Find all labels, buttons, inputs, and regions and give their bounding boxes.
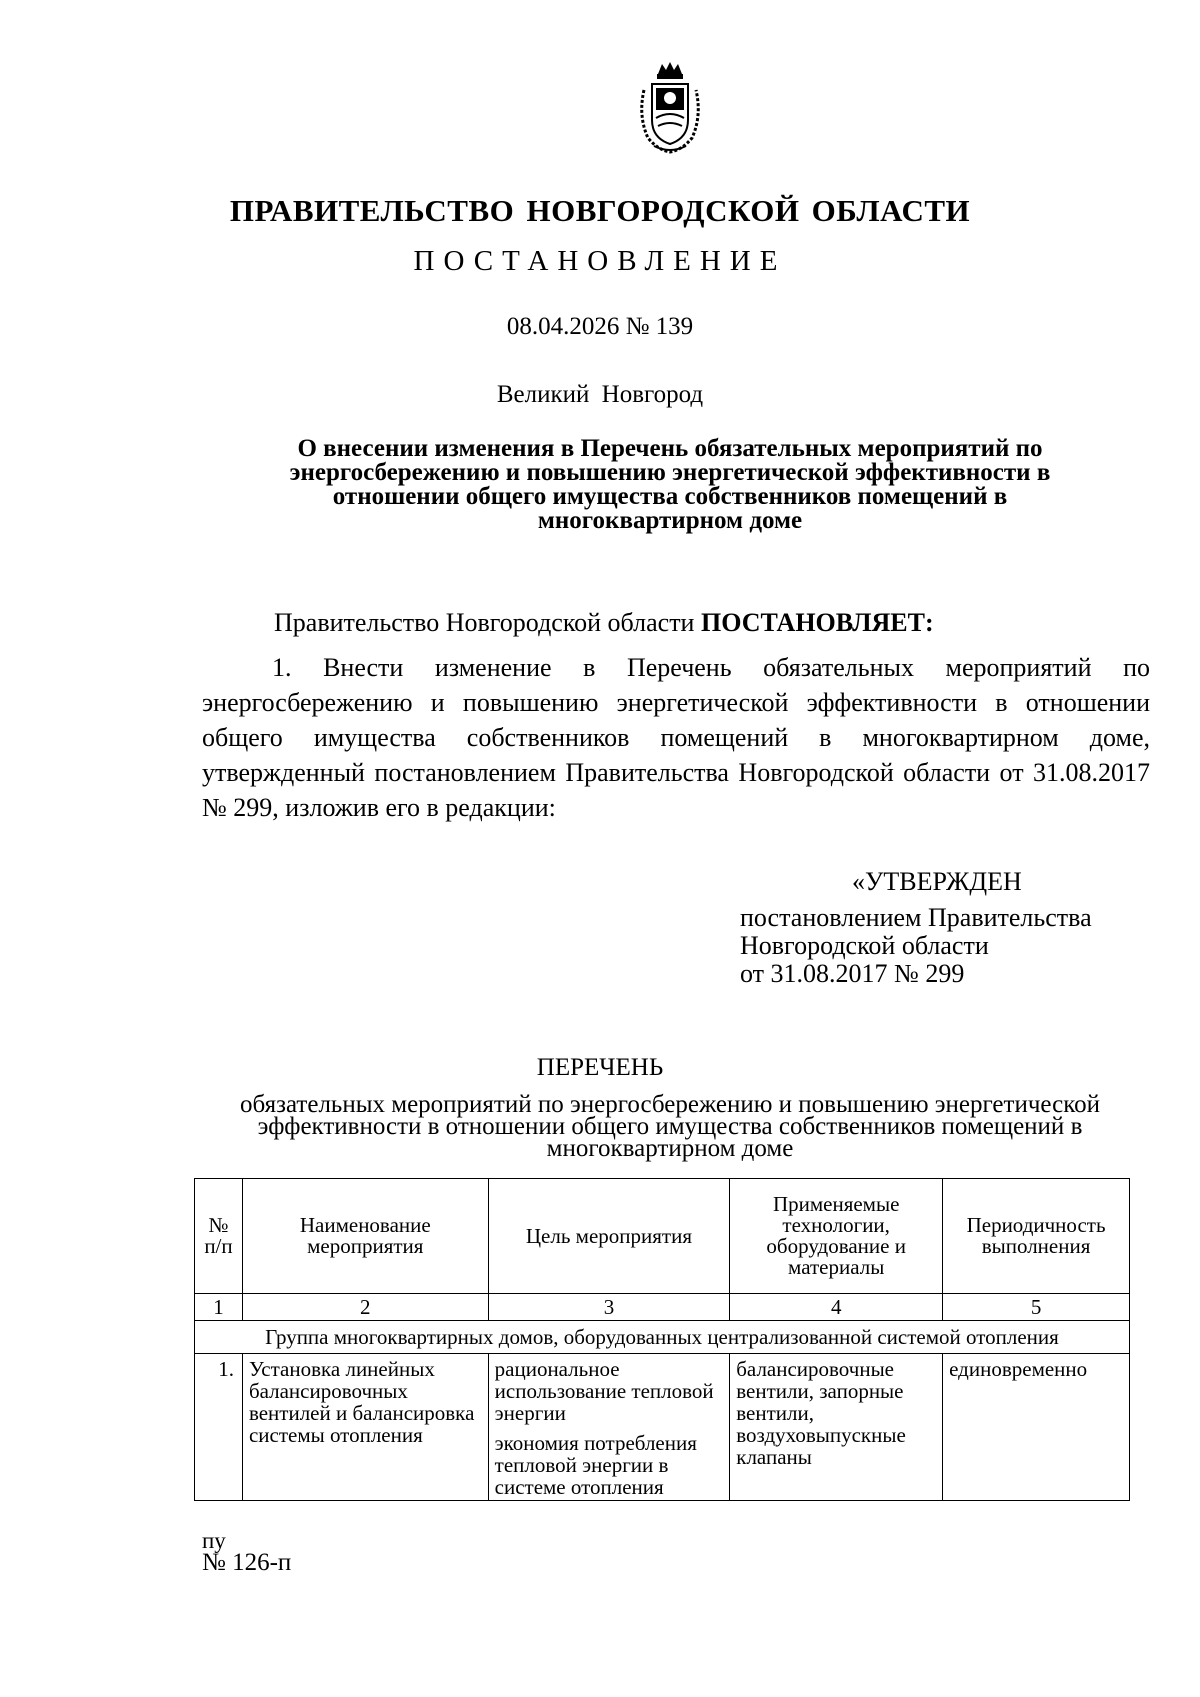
approval-line-1: постановлением Правительства [740, 903, 1092, 932]
column-number: 3 [488, 1294, 730, 1321]
column-number: 2 [242, 1294, 488, 1321]
approval-line-3: от 31.08.2017 № 299 [740, 959, 965, 988]
resolves-keyword: ПОСТАНОВЛЯЕТ: [700, 608, 934, 637]
column-number: 1 [195, 1294, 243, 1321]
footer-code-line-2: № 126-п [202, 1549, 292, 1576]
row-number: 1. [195, 1354, 243, 1501]
column-numbers-row [195, 1294, 1130, 1321]
list-subtitle: обязательных мероприятий по энергосбережению и повышению энергетической эффективности в отношении общего имущества собственников помещений в многоквартирном доме [240, 1091, 1100, 1162]
coat-of-arms-emblem [634, 60, 706, 156]
resolves-line [274, 608, 934, 638]
header-name: Наименование мероприятия [242, 1179, 488, 1294]
group-row [195, 1321, 1130, 1354]
table-row [195, 1354, 1130, 1501]
document-subject: О внесении изменения в Перечень обязательных мероприятий по энергосбережению и повышению энергетической эффективности в отношении общего имущества собственников помещений в многоквартирном доме [289, 435, 1051, 534]
row-goal [488, 1354, 730, 1501]
row-name: Установка линейных балансировочных вентилей и балансировка системы отопления [242, 1354, 488, 1501]
document-type: ПОСТАНОВЛЕНИЕ [413, 245, 787, 277]
row-technology: балансировочные вентили, запорные вентили, воздуховыпускные клапаны [730, 1354, 943, 1501]
footer-code [202, 1530, 291, 1574]
document-date-number: 08.04.2026 № 139 [506, 313, 694, 340]
footer-code-line-1: пу [202, 1528, 226, 1553]
row-goal-1: рациональное использование тепловой энергии [494, 1357, 714, 1425]
row-periodicity: единовременно [943, 1354, 1130, 1501]
resolution-item-1: 1. Внести изменение в Перечень обязательных мероприятий по энергосбережению и повышению энергетической эффективности в отношении общего имущества собственников помещений в многоквартирном доме, утвержденный постановлением Правительства Новгородской области от 31.08.2017 № 299, изложив его в редакции: [202, 653, 1150, 822]
government-title: ПРАВИТЕЛЬСТВО НОВГОРОДСКОЙ ОБЛАСТИ [229, 193, 971, 228]
header-number: № п/п [195, 1179, 243, 1294]
column-number: 5 [943, 1294, 1130, 1321]
table-header-row [195, 1179, 1130, 1294]
approval-block [740, 868, 1092, 988]
header-technology: Применяемые технологии, оборудование и материалы [730, 1179, 943, 1294]
resolves-prefix: Правительство Новгородской области [274, 608, 701, 637]
list-title: ПЕРЕЧЕНЬ [536, 1054, 664, 1081]
header-periodicity: Периодичность выполнения [943, 1179, 1130, 1294]
group-label: Группа многоквартирных домов, оборудованных централизованной системой отопления [195, 1321, 1130, 1354]
header-goal: Цель мероприятия [488, 1179, 730, 1294]
measures-table [194, 1178, 1130, 1501]
approval-head: «УТВЕРЖДЕН [852, 867, 1022, 896]
column-number: 4 [730, 1294, 943, 1321]
row-goal-2: экономия потребления тепловой энергии в системе отопления [494, 1431, 697, 1499]
approval-line-2: Новгородской области [740, 931, 989, 960]
document-city: Великий Новгород [496, 381, 704, 408]
